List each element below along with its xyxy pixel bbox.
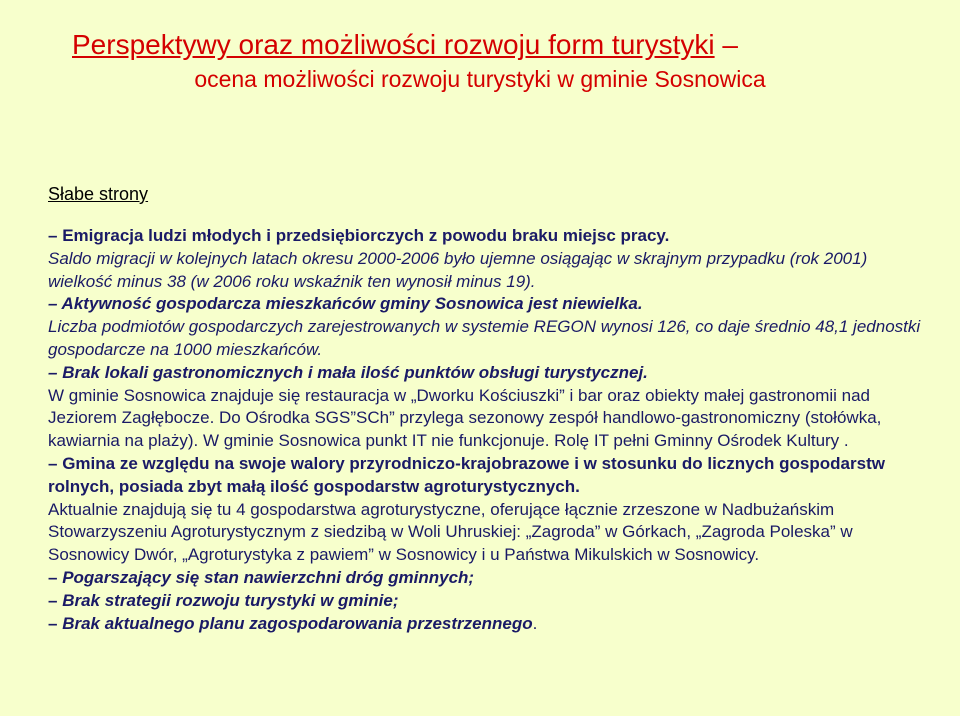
point-heading-text: Emigracja ludzi młodych i przedsiębiorczych z powodu braku miejsc pracy. <box>57 226 670 245</box>
weaknesses-list <box>48 225 928 635</box>
slide-title-main: Perspektywy oraz możliwości rozwoju form turystyki <box>72 29 715 60</box>
slide-title <box>72 28 738 62</box>
point-dash: – <box>48 226 58 245</box>
section-heading: Słabe strony <box>48 184 149 204</box>
slide-subtitle: ocena możliwości rozwoju turystyki w gminie Sosnowica <box>194 66 766 92</box>
point-dash: – <box>48 613 58 633</box>
final-point-1 <box>48 567 928 590</box>
point-dash: – <box>48 567 58 587</box>
final-point-2 <box>48 590 928 613</box>
point-dash: – <box>48 294 58 314</box>
point-3-description: W gminie Sosnowica znajduje się restauracja w „Dworku Kościuszki” i bar oraz obiekty małej gastronomii nad Jeziorem Zagłębocze. Do Ośrodka SGS”SCh” przylega sezonowy zespół handlowo-gastronomiczny (stołówka, kawiarnia na plaży). W gminie Sosnowica punkt IT nie funkcjonuje. Rolę IT pełni Gminny Ośrodek Kultury . <box>48 385 882 451</box>
point-1-description: Saldo migracji w kolejnych latach okresu 2000-2006 było ujemne osiągając w skrajnym przypadku (rok 2001) wielkość minus 38 (w 2006 roku wskaźnik ten wynosił minus 19). <box>48 248 868 291</box>
point-dash: – <box>48 362 58 382</box>
point-2-heading <box>48 293 928 316</box>
slide-title-dash: – <box>714 29 738 60</box>
point-dash: – <box>48 590 58 610</box>
point-heading-text: Gmina ze względu na swoje walory przyrodniczo-krajobrazowe i w stosunku do licznych gospodarstw rolnych, posiada zbyt małą ilość gospodarstw agroturystycznych. <box>48 453 885 496</box>
final-point-text: Brak strategii rozwoju turystyki w gminie; <box>57 590 399 610</box>
point-4-heading <box>48 453 928 499</box>
point-dash: – <box>48 453 58 473</box>
final-point-text: Brak aktualnego planu zagospodarowania przestrzennego <box>57 613 533 633</box>
final-point-text: Pogarszający się stan nawierzchni dróg gminnych; <box>57 567 475 587</box>
point-4-description: Aktualnie znajdują się tu 4 gospodarstwa agroturystyczne, oferujące łącznie zrzeszone w Nadbużańskim Stowarzyszeniu Agroturystycznym z siedzibą w Woli Uhruskiej: „Zagroda” w Górkach, „Zagroda Poleska” w Sosnowicy Dwór, „Agroturystyka z pawiem” w Sosnowicy i u Państwa Mikulskich w Sosnowicy. <box>48 499 853 565</box>
point-heading-text: Brak lokali gastronomicznych i mała ilość punktów obsługi turystycznej. <box>57 362 648 382</box>
point-2-description: Liczba podmiotów gospodarczych zarejestrowanych w systemie REGON wynosi 126, co daje średnio 48,1 jednostki gospodarcze na 1000 mieszkańców. <box>48 317 921 359</box>
final-point-period: . <box>532 613 538 633</box>
point-heading-text: Aktywność gospodarcza mieszkańców gminy Sosnowica jest niewielka. <box>57 294 643 314</box>
final-point-3 <box>48 613 928 636</box>
point-3-heading <box>48 362 928 385</box>
point-1-heading <box>48 225 928 248</box>
